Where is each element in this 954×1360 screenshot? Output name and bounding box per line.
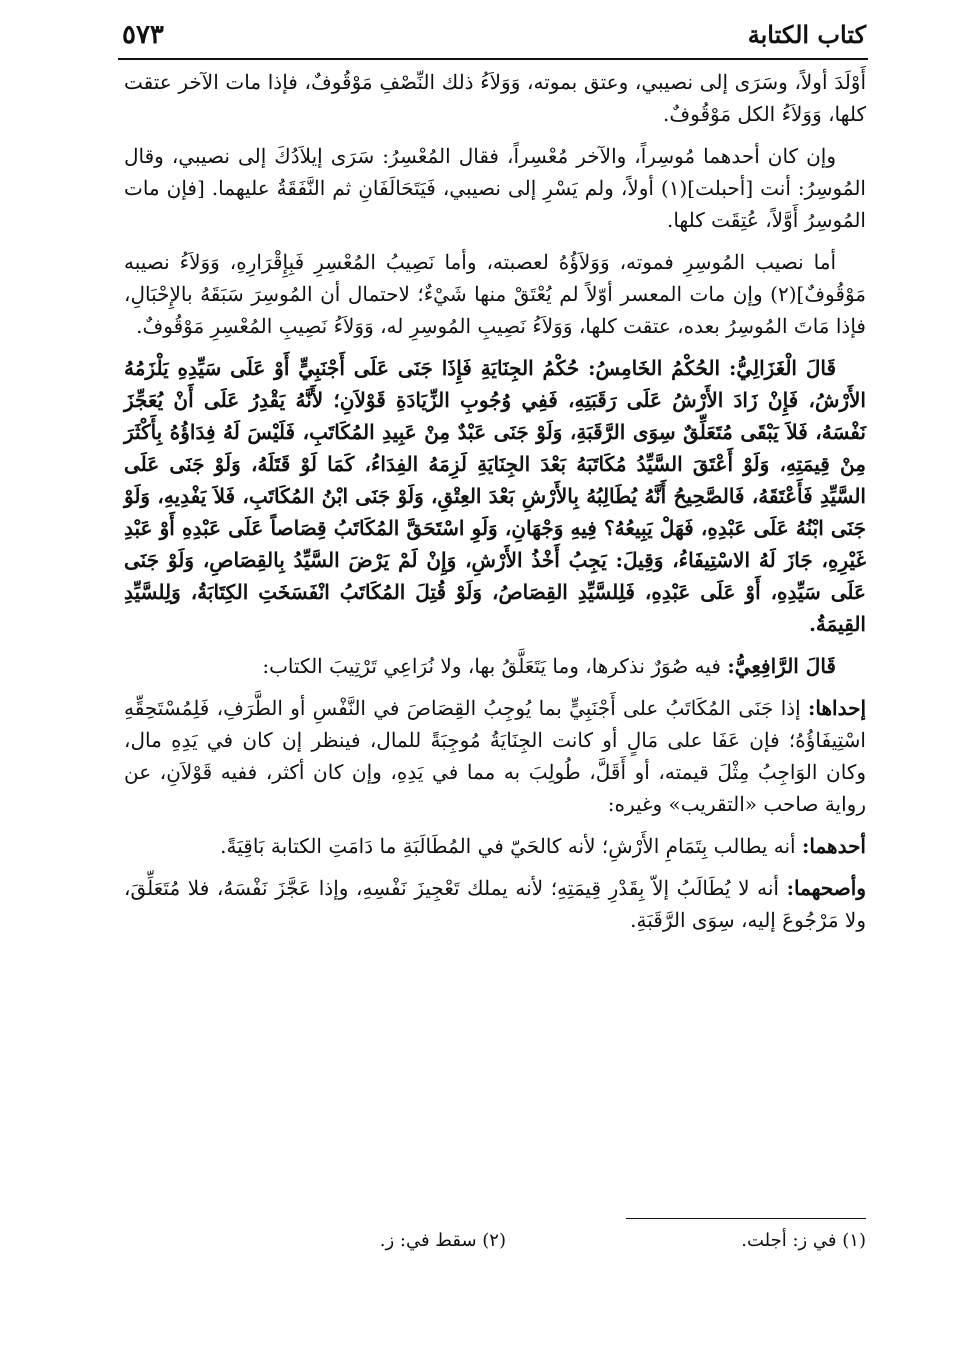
paragraph-opinion-2 [124,872,866,936]
footnote-2: (٢) سقط في: ز. [379,1230,506,1251]
header-divider [118,58,868,60]
paragraph-text: أنه يطالب بِتَمَامِ الأَرْشِ؛ لأنه كالحَيّ في المُطَالَبَةِ ما دَامَتِ الكتابة بَاقِيَةً. [220,834,796,858]
paragraph-text: أما نصيب المُوسِرِ فموته، وَوَلاَؤُهُ لعصبته، وأما نَصِيبُ المُعْسِرِ فَبِإِقْرَارِهِ، وَوَلاَءُ نصيبه مَوْقُوفٌ](٢) وإن مات المعسر أوّلاً لم يُعْتَقْ منها شَيْءٌ؛ لاحتمال أن المُوسِرَ سَبَقَهُ بالإِحْبَالِ، فإذا مَاتَ المُوسِرُ بعده، عتقت كلها، وَوَلاَءُ نَصِيبِ المُوسِرِ له، وَوَلاَءُ نَصِيبِ المُعْسِرِ مَوْقُوفٌ. [124,250,866,338]
paragraph-text: الحُكْمُ الخَامِسُ: حُكْمُ الجِنَايَةِ فَإِذَا جَنَى عَلَى أَجْنَبِيٍّ أَوْ عَلَى سَيِّدِهِ يَلْزَمُهُ الأَرْشُ، فَإِنْ زَادَ الأَرْشُ عَلَى رَقَبَتِهِ، فَفِي وُجُوبِ الزِّيَادَةِ قَوْلاَنِ؛ لأَنَّهُ يَقْدِرُ عَلَى أَنْ يُعَجِّزَ نَفْسَهُ، فَلاَ يَبْقَى مُتَعَلِّقٌ سِوَى الرَّقَبَةِ، وَلَوْ جَنَى عَبْدٌ مِنْ عَبِيدِ المُكَاتَبِ، فَلَيْسَ لَهُ فِدَاؤُهُ بِأَكْثَرَ مِنْ قِيمَتِهِ، وَلَوْ أَعْتَقَ السَّيِّدُ مُكَاتَبَهُ بَعْدَ الجِنَايَةِ لَزِمَهُ الفِدَاءُ، كَمَا لَوْ قَتَلَهُ، وَلَوْ جَنَى عَلَى السَّيِّدِ فَأَعْتَقَهُ، فَالصَّحِيحُ أَنَّهُ يُطَالِبُهُ بِالأَرْشِ بَعْدَ العِتْقِ، وَلَوْ جَنَى ابْنُ المُكَاتَبِ، فَلاَ يَفْدِيهِ، وَلَوْ جَنَى ابْنُهُ عَلَى عَبْدِهِ، فَهَلْ يَبِيعُهُ؟ فِيهِ وَجْهَانِ، وَلَوِ اسْتَحَقَّ المُكَاتَبُ قِصَاصاً عَلَى عَبْدِهِ أَوْ عَبْدِ غَيْرِهِ، جَازَ لَهُ الاسْتِيفَاءُ، وَقِيلَ: يَجِبُ أَخْذُ الأَرْشِ، وَإِنْ لَمْ يَرْضَ السَّيِّدُ بِالقِصَاصِ، وَلَوْ جَنَى عَلَى سَيِّدِهِ، أَوْ عَلَى عَبْدِهِ، فَلِلسَّيِّدِ القِصَاصُ، وَلَوْ قُتِلَ المُكَاتَبُ انْفَسَخَتِ الكِتَابَةُ، وَلِلسَّيِّدِ القِيمَةُ. [124,356,866,636]
paragraph-text: إذا جَنَى المُكَاتَبُ على أَجْنَبِيٍّ بما يُوجِبُ القِصَاصَ في النَّفْسِ أو الطَّرَفِ، فَلِمُسْتَحِقِّهِ اسْتِيفَاؤُهُ؛ فإن عَفَا على مَالٍ أو كانت الجِنَايَةُ مُوجِبَةً للمال، فينظر إن كان في يَدِهِ مال، وكان الوَاجِبُ مِثْلَ قيمته، أو أَقَلَّ، طُولِبَ به مما في يَدِهِ، وإن كان أكثر، ففيه قَوْلاَنِ، عن رواية صاحب «التقريب» وغيره: [124,696,866,816]
paragraph-ghazali [124,352,866,640]
footnote-divider [626,1218,866,1219]
speaker-label: قَالَ الرَّافِعِيُّ: [727,654,836,678]
case-label: إحداها: [808,696,866,720]
paragraph-opinion-1 [124,830,866,862]
paragraph-text: وإن كان أحدهما مُوسِراً، والآخر مُعْسِراً، فقال المُعْسِرُ: سَرَى إيلاَدُكَ إلى نصيبي، وقال المُوسِرُ: أنت [أحبلت](١) أولاً، ولم يَسْرِ إلى نصيبي، فَيَتَحَالَفَانِ ثم النَّفَقَةُ عليهما. [فإن مات المُوسِرُ أَوَّلاً، عُتِقَت كلها. [124,144,866,232]
paragraph-3 [124,246,866,342]
main-text [124,66,866,946]
page-header [122,14,866,54]
paragraph-2 [124,140,866,236]
running-title: كتاب الكتابة [747,20,866,49]
paragraph-first-case [124,692,866,820]
speaker-label: قَالَ الْغَزَالِيُّ: [728,356,837,380]
case-label: أحدهما: [801,834,866,858]
case-label: وأصحهما: [786,876,866,900]
page-number: ٥٧٣ [122,20,164,50]
paragraph-text: أَوْلَدَ أولاً، وسَرَى إلى نصيبي، وعتق بموته، وَوَلاَءُ ذلك النِّصْفِ مَوْقُوفٌ، فإذا مات الآخر عتقت كلها، وَوَلاَءُ الكل مَوْقُوفٌ. [124,70,866,126]
paragraph-text: أنه لا يُطَالَبُ إلاّ بِقَدْرِ قِيمَتِهِ؛ لأنه يملك تَعْجِيزَ نَفْسِهِ، وإذا عَجَّزَ نَفْسَهُ، فلا مُتَعَلِّقَ، ولا مَرْجُوعَ إليه، سِوَى الرَّقَبَةِ. [124,876,866,932]
paragraph-text: فيه صُوَرٌ نذكرها، وما يَتَعَلَّقُ بها، ولا نُرَاعِي تَرْتِيبَ الكتاب: [262,654,721,678]
footnote-1: (١) في ز: أجلت. [741,1230,866,1251]
paragraph-rafii [124,650,866,682]
paragraph-1 [124,66,866,130]
